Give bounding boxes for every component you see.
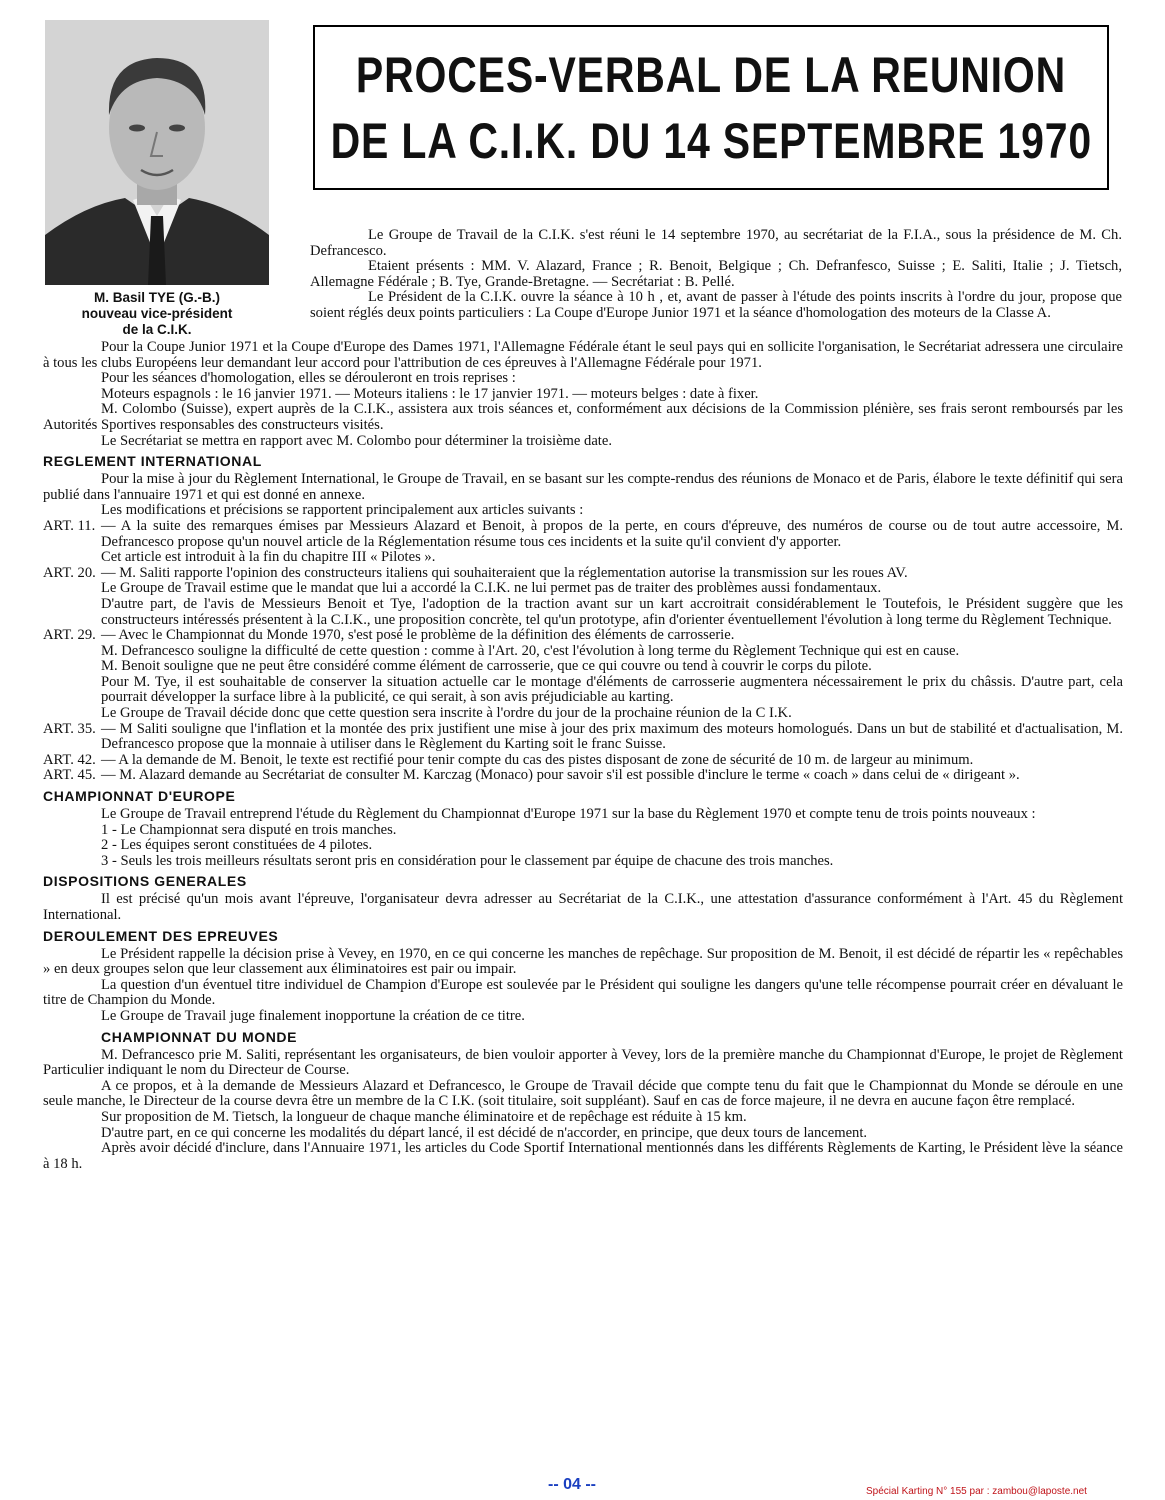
article-42 [43, 753, 1123, 769]
intro-paragraph: Etaient présents : MM. V. Alazard, France ; R. Benoit, Belgique ; Ch. Defranfesco, Suisse ; E. Saliti, Italie ; J. Tietsch, Allemagne Fédérale ; B. Tye, Grande-Bretagne. — Secrétariat : B. Pellé. [310, 258, 1122, 290]
portrait-photo [45, 20, 269, 285]
caption-line-1: M. Basil TYE (G.-B.) [93, 290, 220, 305]
article-number: ART. 42. [43, 751, 96, 768]
article-subparagraph: Pour M. Tye, il est souhaitable de conserver la situation actuelle car le montage d'éléments de carrosserie augmentera nécessairement le prix du châssis. D'autre part, cela pourrait développer la surface libre à la publicité, ce qui serait, à son avis préjudiciable au karting. [101, 673, 1123, 706]
article-subparagraph: M. Defrancesco souligne la difficulté de cette question : comme à l'Art. 20, c'est l'évolution à long terme du Règlement Technique qui est en cause. [101, 642, 960, 659]
article-text: — A la suite des remarques émises par Messieurs Alazard et Benoit, à propos de la perte, en cours d'épreuve, des numéros de course ou de tout autre accessoire, M. Defrancesco propose qu'un nouvel article de la Réglementation résume tous ces incidents et la suite qu'il convient d'y apporter. [101, 517, 1123, 550]
section-heading-monde: CHAMPIONNAT DU MONDE [101, 1028, 298, 1045]
article-subparagraph: Cet article est introduit à la fin du chapitre III « Pilotes ». [101, 549, 436, 566]
title-box [313, 25, 1109, 190]
monde-paragraph: D'autre part, en ce qui concerne les modalités du départ lancé, il est décidé de n'accorder, en principe, que deux tours de lancement. [101, 1124, 868, 1141]
article-subparagraph: Le Groupe de Travail estime que le mandat que lui a accordé la C.I.K. ne lui permet pas de traiter des problèmes aussi fondamentaux. [101, 580, 882, 597]
opening-paragraph: Pour les séances d'homologation, elles se dérouleront en trois reprises : [101, 370, 516, 387]
opening-paragraph: Pour la Coupe Junior 1971 et la Coupe d'Europe des Dames 1971, l'Allemagne Fédérale étant le seul pays qui en sollicite l'organisation, le Secrétariat adressera une circulaire à tous les clubs Européens leur demandant leur accord pour l'attribution de ces épreuves à l'Allemagne Fédérale pour 1971. [43, 339, 1123, 371]
section-heading-europe: CHAMPIONNAT D'EUROPE [43, 788, 236, 805]
title-line-2: DE LA C.I.K. DU 14 SEPTEMBRE 1970 [330, 112, 1092, 169]
opening-paragraph: Moteurs espagnols : le 16 janvier 1971. — Moteurs italiens : le 17 janvier 1971. — moteurs belges : date à fixer. [101, 385, 759, 402]
article-20 [43, 566, 1123, 582]
article-number: ART. 35. [43, 720, 96, 737]
europe-paragraph: Le Groupe de Travail entreprend l'étude du Règlement du Championnat d'Europe 1971 sur la base du Règlement 1970 et compte tenu de trois points nouveaux : [101, 806, 1036, 823]
article-number: ART. 45. [43, 767, 96, 784]
page-number: -- 04 -- [548, 1476, 596, 1493]
article-45 [43, 768, 1123, 784]
title-line-1: PROCES-VERBAL DE LA REUNION [355, 46, 1067, 103]
monde-paragraph: M. Defrancesco prie M. Saliti, représentant les organisateurs, de bien vouloir apporter à Vevey, lors de la première manche du Championnat d'Europe, le projet de Règlement Particulier indiquant le nom du Directeur de Course. [43, 1046, 1123, 1079]
deroulement-paragraph: La question d'un éventuel titre individuel de Champion d'Europe est soulevée par le Président qui souligne les dangers qu'une telle récompense pourrait créer en dévaluant le titre de Champion du Monde. [43, 976, 1123, 1009]
list-item: 1 - Le Championnat sera disputé en trois manches. [101, 821, 397, 838]
article-text: — A la demande de M. Benoit, le texte est rectifié pour tenir compte du cas des pistes disposant de zone de sécurité de 10 m. de largeur au minimum. [101, 751, 974, 768]
article-subparagraph: Le Groupe de Travail décide donc que cette question sera inscrite à l'ordre du jour de la prochaine réunion de la C I.K. [101, 705, 792, 722]
deroulement-paragraph: Le Président rappelle la décision prise à Vevey, en 1970, en ce qui concerne les manches de repêchage. Sur proposition de M. Benoit, il est décidé de répartir les « repêchables » en deux groupes selon que leur classement aux éliminatoires est pair ou impair. [43, 945, 1123, 978]
article-subparagraph: D'autre part, de l'avis de Messieurs Benoit et Tye, l'adoption de la traction avant sur un kart accroitrait considérablement le Toutefois, le Président suggère que les constructeurs intéressés présentent à la C.I.K., une proposition concrète, tel qu'un prototype, afin d'orienter éventuellement l'évolution à long terme du Règlement Technique. [101, 595, 1123, 628]
article-number: ART. 20. [43, 564, 96, 581]
article-35 [43, 722, 1123, 753]
portrait-illustration [45, 20, 269, 285]
opening-paragraph: Le Secrétariat se mettra en rapport avec M. Colombo pour déterminer la troisième date. [101, 432, 612, 449]
article-text: — M. Alazard demande au Secrétariat de consulter M. Karczag (Monaco) pour savoir s'il est possible d'inclure le terme « coach » dans celui de « dirigeant ». [101, 767, 1020, 784]
main-body [43, 340, 1123, 1172]
dispositions-paragraph: Il est précisé qu'un mois avant l'épreuve, l'organisateur devra adresser au Secrétariat de la C.I.K., une attestation d'assurance conformément à l'Art. 45 du Règlement International. [43, 891, 1123, 923]
monde-paragraph: Sur proposition de M. Tietsch, la longueur de chaque manche éliminatoire et de repêchage est réduite à 15 km. [101, 1108, 747, 1125]
intro-section [310, 228, 1122, 322]
scan-credit: Spécial Karting N° 155 par : zambou@laposte.net [866, 1486, 1087, 1497]
section-heading-dispositions: DISPOSITIONS GENERALES [43, 873, 247, 890]
reglement-paragraph: Pour la mise à jour du Règlement International, le Groupe de Travail, en se basant sur les compte-rendus des réunions de Monaco et de Paris, élabore le texte définitif qui sera publié dans l'annuaire 1971 et qui est donné en annexe. [43, 471, 1123, 503]
list-item: 3 - Seuls les trois meilleurs résultats seront pris en considération pour le classement par équipe de chacune des trois manches. [101, 852, 834, 869]
article-number: ART. 29. [43, 627, 96, 644]
list-item: 2 - Les équipes seront constituées de 4 pilotes. [101, 837, 373, 854]
intro-paragraph: Le Président de la C.I.K. ouvre la séance à 10 h , et, avant de passer à l'étude des points inscrits à l'ordre du jour, propose que soient réglés deux points particuliers : La Coupe d'Europe Junior 1971 et la séance d'homologation des moteurs de la Classe A. [310, 289, 1122, 321]
article-subparagraph: M. Benoit souligne que ne peut être considéré comme élément de carrosserie, que ce qui couvre ou tend à couvrir le corps du pilote. [101, 658, 872, 675]
caption-line-2: nouveau vice-président [81, 306, 233, 321]
article-text: — Avec le Championnat du Monde 1970, s'est posé le problème de la définition des éléments de carrosserie. [101, 627, 735, 644]
opening-paragraph: M. Colombo (Suisse), expert auprès de la C.I.K., assistera aux trois séances et, conformément aux décisions de la Commission plénière, ses frais seront remboursés par les Autorités Sportives responsables des constructeurs visités. [43, 401, 1123, 433]
article-29 [43, 628, 1123, 644]
monde-paragraph: Après avoir décidé d'inclure, dans l'Annuaire 1971, les articles du Code Sportif International mentionnés dans les différents Règlements de Karting, le Président lève la séance à 18 h. [43, 1140, 1123, 1172]
caption-line-3: de la C.I.K. [122, 322, 192, 337]
article-number: ART. 11. [43, 517, 96, 534]
deroulement-paragraph: Le Groupe de Travail juge finalement inopportune la création de ce titre. [101, 1007, 525, 1024]
monde-paragraph: A ce propos, et à la demande de Messieurs Alazard et Defrancesco, le Groupe de Travail décide que compte tenu du fait que le Championnat du Monde se déroule en une seule manche, le Directeur de la course devra être un membre de la C I.K. (soit titulaire, soit suppléant). Sauf en cas de force majeure, il ne devra en aucune façon être remplacé. [43, 1077, 1123, 1110]
article-text: — M. Saliti rapporte l'opinion des constructeurs italiens qui souhaiteraient que la réglementation autorise la transmission sur les roues AV. [101, 564, 908, 581]
article-text: — M Saliti souligne que l'inflation et la montée des prix justifient une mise à jour des prix maximum des moteurs homologués. Dans un but de stabilité et d'actualisation, M. Defrancesco propose que la monnaie à utiliser dans le Règlement du Karting soit le franc Suisse. [101, 720, 1123, 753]
section-heading-deroulement: DEROULEMENT DES EPREUVES [43, 927, 279, 944]
article-11 [43, 519, 1123, 550]
reglement-paragraph: Les modifications et précisions se rapportent principalement aux articles suivants : [101, 502, 584, 519]
section-heading-reglement: REGLEMENT INTERNATIONAL [43, 453, 262, 470]
photo-caption [45, 290, 269, 338]
intro-paragraph: Le Groupe de Travail de la C.I.K. s'est réuni le 14 septembre 1970, au secrétariat de la F.I.A., sous la présidence de M. Ch. Defrancesco. [310, 227, 1122, 259]
